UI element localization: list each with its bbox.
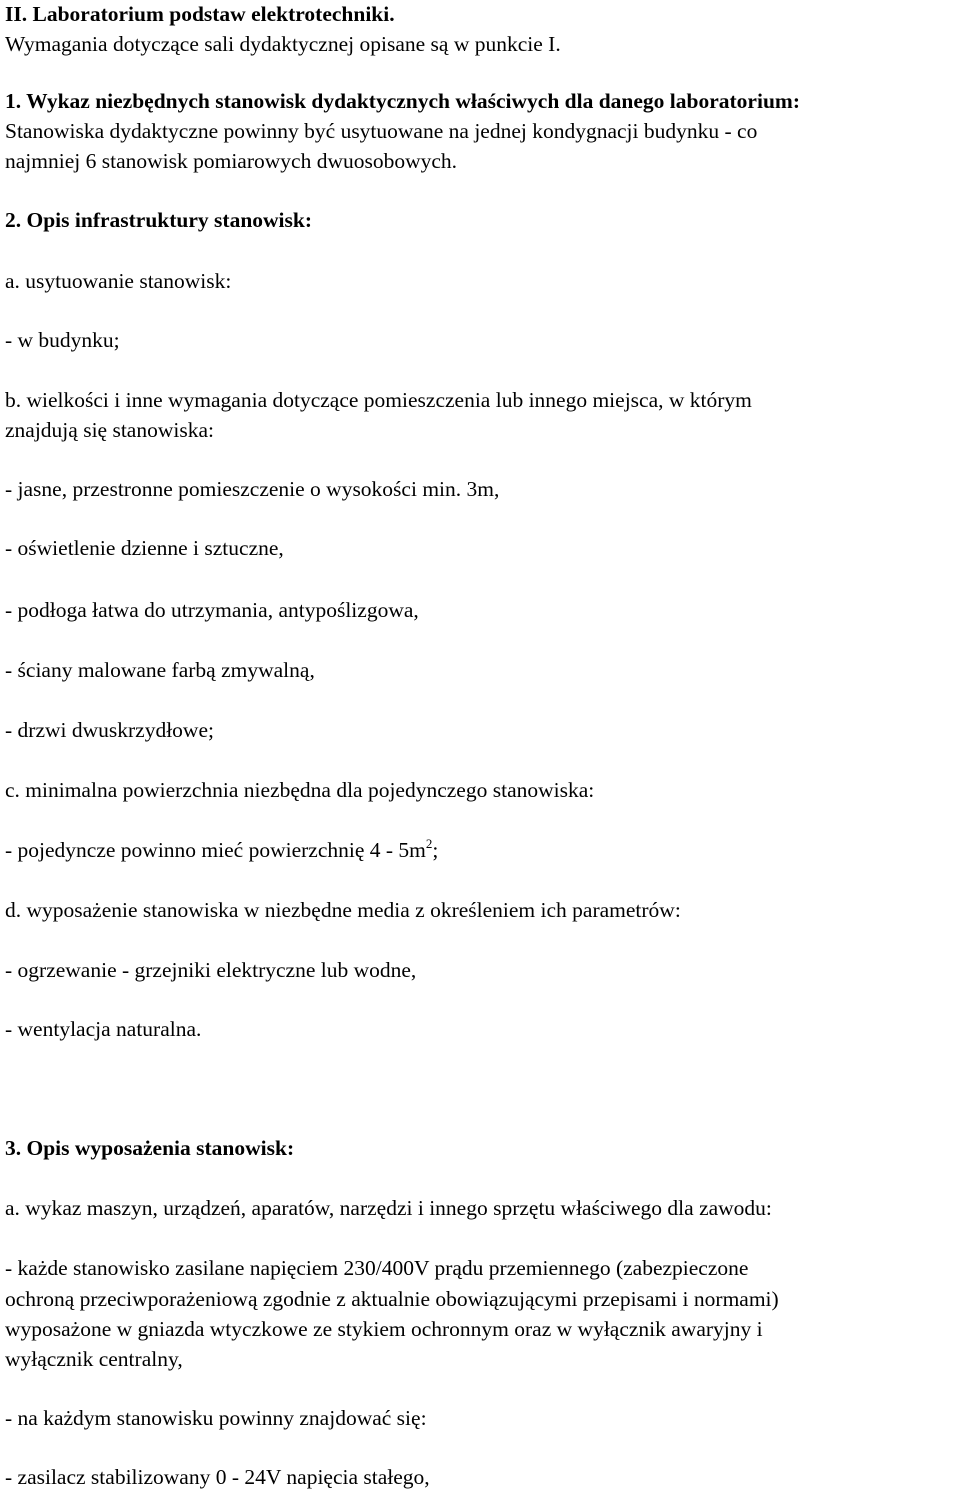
- item2-c-item: [5, 835, 438, 865]
- item3-c-item: - zasilacz stabilizowany 0 - 24V napięcia stałego,: [5, 1465, 430, 1489]
- item2-b-item: - drzwi dwuskrzydłowe;: [5, 718, 214, 742]
- item2-c-item-text: - pojedyncze powinno mieć powierzchnię 4 - 5m: [5, 838, 426, 862]
- item2-d-item: - wentylacja naturalna.: [5, 1017, 202, 1041]
- item2-a-label: a. usytuowanie stanowisk:: [5, 269, 232, 293]
- item3-heading: 3. Opis wyposażenia stanowisk:: [5, 1136, 295, 1160]
- item3-a-label: a. wykaz maszyn, urządzeń, aparatów, narzędzi i innego sprzętu właściwego dla zawodu:: [5, 1196, 772, 1220]
- item2-heading: 2. Opis infrastruktury stanowisk:: [5, 208, 313, 232]
- item3-a-item-line: wyposażone w gniazda wtyczkowe ze stykiem ochronnym oraz w wyłącznik awaryjny i: [5, 1317, 763, 1341]
- item2-b-item: - podłoga łatwa do utrzymania, antypoślizgowa,: [5, 598, 419, 622]
- item2-d-label: d. wyposażenie stanowiska w niezbędne media z określeniem ich parametrów:: [5, 898, 681, 922]
- item1-text-line1: Stanowiska dydaktyczne powinny być usytuowane na jednej kondygnacji budynku - co: [5, 119, 758, 143]
- item2-b-item: - oświetlenie dzienne i sztuczne,: [5, 536, 284, 560]
- item3-a-item-line: - każde stanowisko zasilane napięciem 230/400V prądu przemiennego (zabezpieczone: [5, 1256, 749, 1280]
- item2-d-item: - ogrzewanie - grzejniki elektryczne lub wodne,: [5, 958, 417, 982]
- item2-c-label: c. minimalna powierzchnia niezbędna dla pojedynczego stanowiska:: [5, 778, 595, 802]
- item2-b-label-line1: b. wielkości i inne wymagania dotyczące pomieszczenia lub innego miejsca, w którym: [5, 388, 752, 412]
- item3-a-item-line: ochroną przeciwporażeniową zgodnie z aktualnie obowiązującymi przepisami i normami): [5, 1287, 779, 1311]
- section-title: II. Laboratorium podstaw elektrotechniki.: [5, 2, 395, 26]
- section-intro: Wymagania dotyczące sali dydaktycznej opisane są w punkcie I.: [5, 32, 561, 56]
- item1-heading: 1. Wykaz niezbędnych stanowisk dydaktycznych właściwych dla danego laboratorium:: [5, 89, 800, 113]
- item3-a-item-line: wyłącznik centralny,: [5, 1347, 183, 1371]
- item2-b-item: - ściany malowane farbą zmywalną,: [5, 658, 315, 682]
- item2-b-item: - jasne, przestronne pomieszczenie o wysokości min. 3m,: [5, 477, 500, 501]
- item1-text-line2: najmniej 6 stanowisk pomiarowych dwuosobowych.: [5, 149, 458, 173]
- item3-b-item: - na każdym stanowisku powinny znajdować się:: [5, 1406, 427, 1430]
- item2-b-label-line2: znajdują się stanowiska:: [5, 418, 214, 442]
- item2-c-item-superscript: 2: [425, 836, 433, 851]
- item2-c-item-end: ;: [432, 838, 439, 862]
- item2-a-item: - w budynku;: [5, 328, 120, 352]
